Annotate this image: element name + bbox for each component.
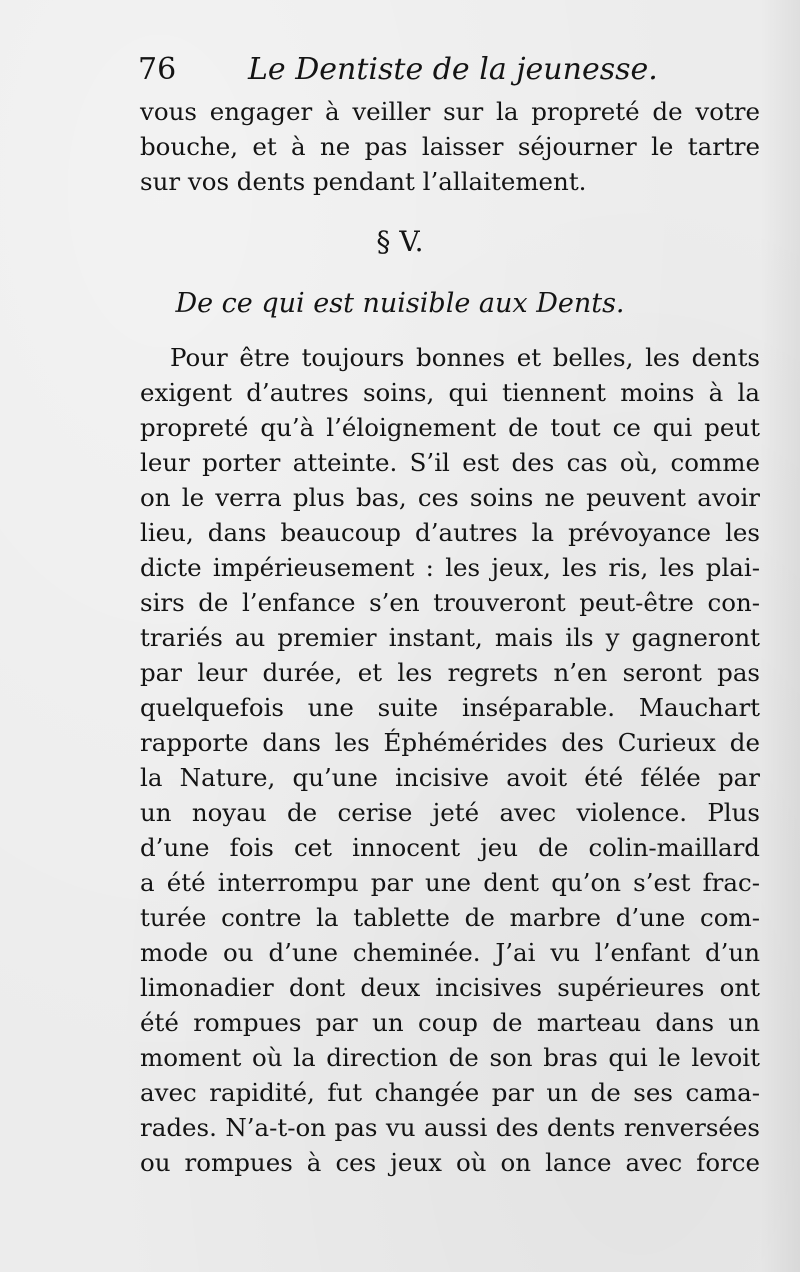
- text-line: vous engager à veiller sur la propreté de votre: [140, 97, 760, 126]
- text-line: quelquefois une suite inséparable. Mauchart: [140, 693, 760, 722]
- text-line: turée contre la tablette de marbre d’une com-: [140, 903, 760, 932]
- text-line: moment où la direction de son bras qui le levoit: [140, 1043, 760, 1072]
- text-line: propreté qu’à l’éloignement de tout ce qui peut: [140, 413, 760, 442]
- text-line: Pour être toujours bonnes et belles, les dents: [170, 343, 760, 372]
- text-line: sirs de l’enfance s’en trouveront peut-être con-: [140, 588, 760, 617]
- text-line: par leur durée, et les regrets n’en seront pas: [140, 658, 760, 687]
- text-line: on le verra plus bas, ces soins ne peuvent avoir: [140, 483, 760, 512]
- text-line: été rompues par un coup de marteau dans un: [140, 1008, 760, 1037]
- text-line: mode ou d’une cheminée. J’ai vu l’enfant d’un: [140, 938, 760, 967]
- text-line: sur vos dents pendant l’allaitement.: [140, 167, 587, 196]
- text-line: bouche, et à ne pas laisser séjourner le tartre: [140, 132, 760, 161]
- text-line: limonadier dont deux incisives supérieures ont: [140, 973, 760, 1002]
- section-title: De ce qui est nuisible aux Dents.: [175, 288, 625, 319]
- text-line: exigent d’autres soins, qui tiennent moins à la: [140, 378, 760, 407]
- text-line: lieu, dans beaucoup d’autres la prévoyance les: [140, 518, 760, 547]
- text-line: a été interrompu par une dent qu’on s’est frac-: [140, 868, 760, 897]
- page-edge-shadow: [760, 0, 800, 1272]
- text-line: avec rapidité, fut changée par un de ses cama-: [140, 1078, 760, 1107]
- text-line: d’une fois cet innocent jeu de colin-maillard: [140, 833, 760, 862]
- text-line: rades. N’a-t-on pas vu aussi des dents renversées: [140, 1113, 760, 1142]
- text-line: leur porter atteinte. S’il est des cas où, comme: [140, 448, 760, 477]
- text-line: la Nature, qu’une incisive avoit été félée par: [140, 763, 760, 792]
- running-title: Le Dentiste de la jeunesse.: [248, 52, 658, 87]
- text-line: dicte impérieusement : les jeux, les ris, les plai-: [140, 553, 760, 582]
- text-line: ou rompues à ces jeux où on lance avec force: [140, 1148, 760, 1177]
- page-number: 76: [138, 52, 177, 87]
- text-line: rapporte dans les Éphémérides des Curieux de: [140, 728, 760, 757]
- text-line: trariés au premier instant, mais ils y gagneront: [140, 623, 760, 652]
- text-line: un noyau de cerise jeté avec violence. Plus: [140, 798, 760, 827]
- section-mark: § V.: [376, 225, 424, 258]
- page-header: [138, 48, 758, 92]
